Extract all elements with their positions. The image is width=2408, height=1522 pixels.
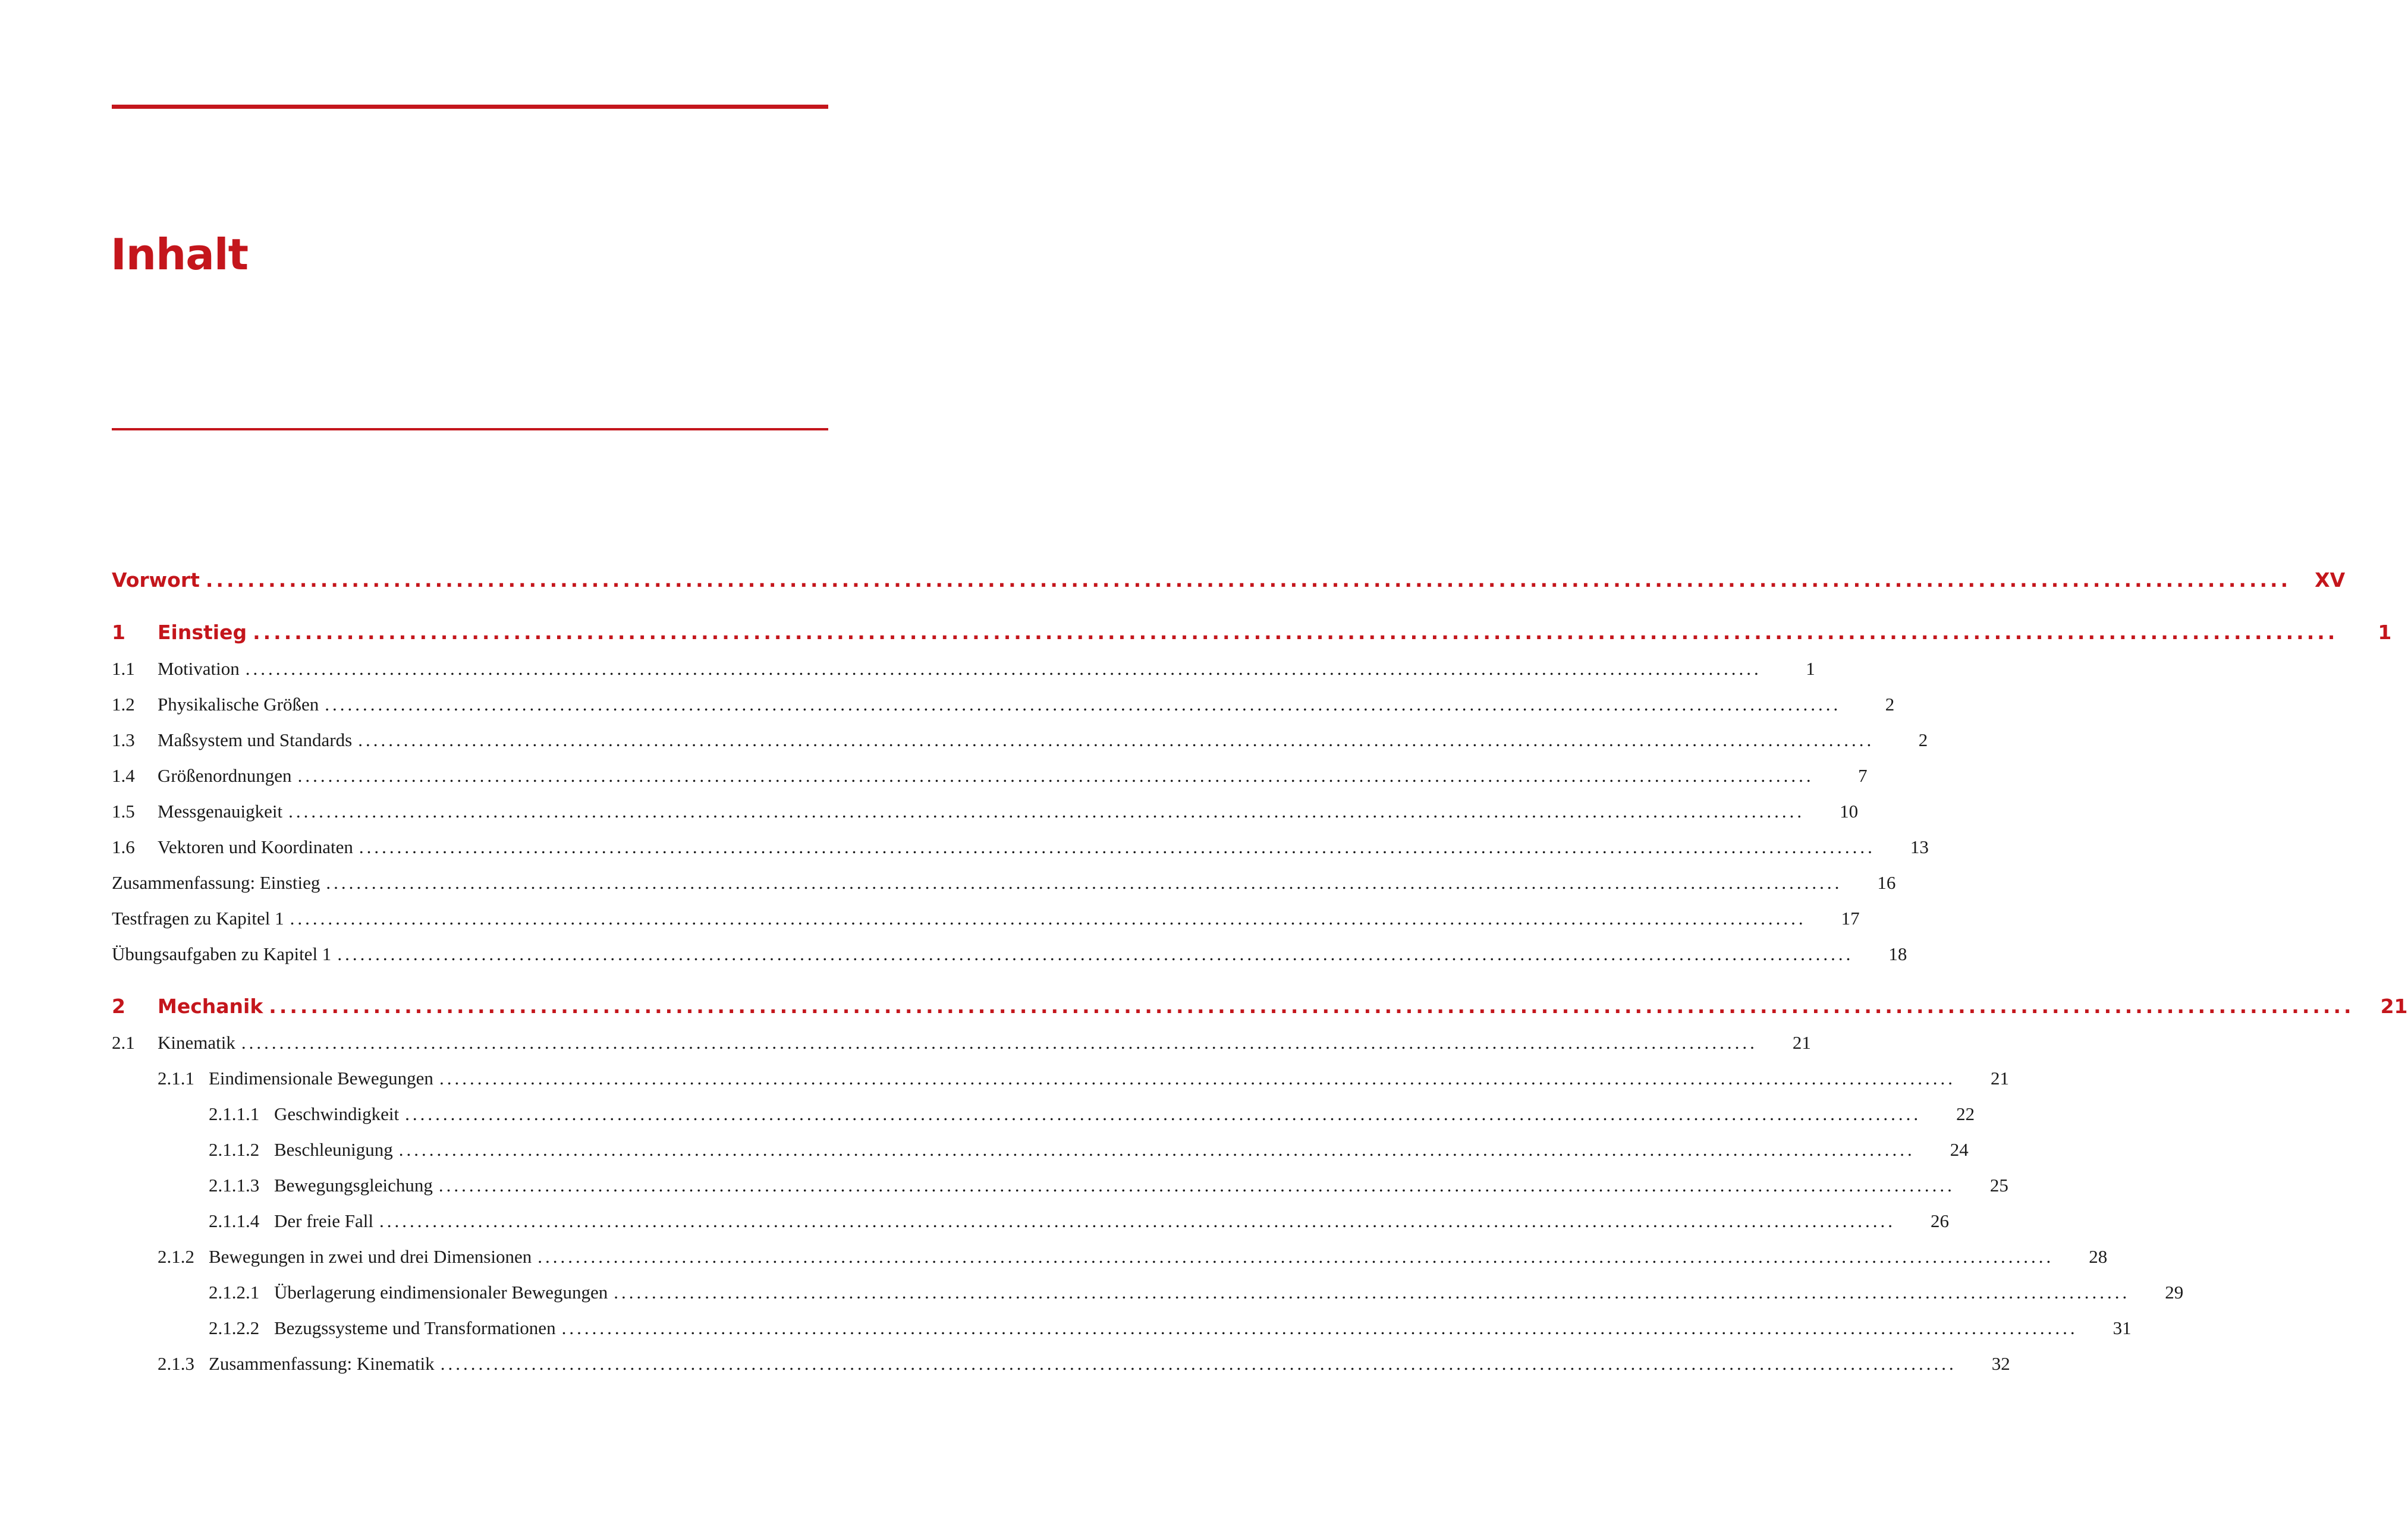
toc-entry-title: Motivation (158, 658, 240, 679)
dot-leader: ........................................................................................................................................................................................................ (398, 1139, 1915, 1160)
dot-leader: ........................................................................................................................................................................................................ (205, 568, 2291, 592)
toc-entry[interactable] (112, 1100, 1975, 1128)
toc-entry[interactable] (112, 566, 2346, 595)
toc-entry-number: 2.1.3 (158, 1353, 194, 1374)
toc-entry-title: Der freie Fall (274, 1210, 373, 1231)
toc-entry-number: 1.3 (112, 729, 135, 750)
toc-entry-page-number: 31 (2112, 1317, 2132, 1338)
toc-entry-page-number: 29 (2165, 1282, 2184, 1303)
toc-entry-page-number: 21 (1990, 1068, 2009, 1089)
toc-entry-title: Testfragen zu Kapitel 1 (112, 908, 284, 929)
toc-entry-page-number: 22 (1956, 1103, 1975, 1124)
toc-entry-number: 1.6 (112, 837, 135, 857)
page-title: Inhalt (111, 229, 248, 279)
dot-leader: ........................................................................................................................................................................................................ (439, 1068, 1956, 1089)
toc-entry[interactable] (112, 904, 1860, 933)
toc-entry-page-number: 21 (2380, 995, 2408, 1018)
toc-entry-number: 2.1.2.1 (209, 1282, 260, 1303)
toc-entry-title: Bezugssysteme und Transformationen (274, 1317, 556, 1338)
toc-entry-title: Übungsaufgaben zu Kapitel 1 (112, 944, 332, 964)
toc-entry-page-number: 2 (1885, 694, 1895, 715)
toc-entry[interactable] (112, 618, 2392, 647)
toc-entry-number: 1.1 (112, 658, 135, 679)
toc-entry-title: Zusammenfassung: Einstieg (112, 872, 320, 893)
toc-entry-title: Geschwindigkeit (274, 1103, 400, 1124)
toc-entry[interactable] (112, 1029, 1811, 1057)
dot-leader: ........................................................................................................................................................................................................ (359, 837, 1875, 857)
toc-entry-number: 1.2 (112, 694, 135, 715)
toc-entry-page-number: 16 (1877, 872, 1896, 893)
toc-entry-title: Bewegungsgleichung (274, 1175, 433, 1196)
toc-entry[interactable] (112, 797, 1859, 826)
toc-entry-title: Messgenauigkeit (158, 801, 283, 822)
toc-entry-title: Größenordnungen (158, 765, 292, 786)
toc-entry-number: 2.1.2.2 (209, 1317, 260, 1338)
toc-entry-title: Vektoren und Koordinaten (158, 837, 353, 857)
toc-entry-page-number: 32 (1991, 1353, 2010, 1374)
toc-entry[interactable] (112, 869, 1896, 897)
toc-entry[interactable] (112, 1136, 1969, 1164)
dot-leader: ........................................................................................................................................................................................................ (379, 1210, 1895, 1231)
toc-entry[interactable] (112, 1064, 2009, 1093)
toc-entry-number: 2.1.1.3 (209, 1175, 260, 1196)
toc-entry-number: 2 (112, 995, 125, 1018)
toc-entry[interactable] (112, 1350, 2010, 1378)
toc-entry-page-number: 25 (1989, 1175, 2008, 1196)
toc-entry[interactable] (112, 655, 1815, 683)
dot-leader: ........................................................................................................................................................................................................ (561, 1317, 2078, 1338)
toc-entry[interactable] (112, 940, 1907, 968)
toc-entry-page-number: XV (2315, 568, 2346, 592)
dot-leader: ........................................................................................................................................................................................................ (438, 1175, 1955, 1196)
toc-entry-page-number: 21 (1792, 1032, 1811, 1053)
dot-leader: ........................................................................................................................................................................................................ (358, 729, 1875, 750)
toc-entry-title: Überlagerung eindimensionaler Bewegungen (274, 1282, 608, 1303)
toc-entry-title: Bewegungen in zwei und drei Dimensionen (209, 1246, 532, 1267)
toc-entry-title: Eindimensionale Bewegungen (209, 1068, 433, 1089)
toc-entry-page-number: 13 (1910, 837, 1929, 857)
toc-entry[interactable] (112, 1171, 2008, 1200)
dot-leader: ........................................................................................................................................................................................................ (245, 658, 1762, 679)
dot-leader: ........................................................................................................................................................................................................ (241, 1032, 1758, 1053)
toc-entry[interactable] (112, 1278, 2184, 1307)
toc-entry-number: 1.4 (112, 765, 135, 786)
toc-entry[interactable] (112, 1243, 2108, 1271)
toc-entry-title: Einstieg (158, 621, 247, 644)
toc-entry-number: 1.5 (112, 801, 135, 822)
toc-entry-title: Mechanik (158, 995, 263, 1018)
toc-entry-page-number: 17 (1841, 908, 1860, 929)
toc-entry-page-number: 24 (1950, 1139, 1969, 1160)
toc-entry-number: 2.1.1.1 (209, 1103, 260, 1124)
toc-entry-number: 1 (112, 621, 125, 644)
toc-entry-number: 2.1.1.4 (209, 1210, 260, 1231)
dot-leader: ........................................................................................................................................................................................................ (290, 908, 1806, 929)
dot-leader: ........................................................................................................................................................................................................ (537, 1246, 2054, 1267)
toc-entry-page-number: 7 (1858, 765, 1868, 786)
toc-entry-title: Maßsystem und Standards (158, 729, 353, 750)
toc-entry[interactable] (112, 992, 2408, 1021)
toc-entry-page-number: 10 (1840, 801, 1859, 822)
dot-leader: ........................................................................................................................................................................................................ (269, 995, 2354, 1018)
toc-entry-number: 2.1 (112, 1032, 135, 1053)
toc-entry-page-number: 1 (1806, 658, 1815, 679)
toc-entry-title: Beschleunigung (274, 1139, 393, 1160)
toc-entry-page-number: 2 (1918, 729, 1928, 750)
dot-leader: ........................................................................................................................................................................................................ (253, 621, 2338, 644)
toc-entry[interactable] (112, 762, 1868, 790)
toc-entry-page-number: 1 (2378, 621, 2392, 644)
toc-entry-title: Zusammenfassung: Kinematik (209, 1353, 435, 1374)
toc-entry-number: 2.1.1 (158, 1068, 194, 1089)
toc-entry[interactable] (112, 726, 1928, 754)
dot-leader: ........................................................................................................................................................................................................ (325, 694, 1841, 715)
toc-entry[interactable] (112, 1314, 2132, 1342)
dot-leader: ........................................................................................................................................................................................................ (326, 872, 1843, 893)
toc-entry[interactable] (112, 690, 1895, 719)
dot-leader: ........................................................................................................................................................................................................ (405, 1103, 1922, 1124)
toc-entry-number: 2.1.1.2 (209, 1139, 260, 1160)
toc-entry-page-number: 18 (1888, 944, 1907, 964)
dot-leader: ........................................................................................................................................................................................................ (288, 801, 1805, 822)
toc-entry-number: 2.1.2 (158, 1246, 194, 1267)
dot-leader: ........................................................................................................................................................................................................ (614, 1282, 2130, 1303)
toc-entry-title: Physikalische Größen (158, 694, 319, 715)
toc-entry-title: Kinematik (158, 1032, 235, 1053)
dot-leader: ........................................................................................................................................................................................................ (297, 765, 1814, 786)
toc-entry-title: Vorwort (112, 568, 200, 592)
toc-entry-page-number: 28 (2089, 1246, 2108, 1267)
toc-entry[interactable] (112, 833, 1929, 861)
dot-leader: ........................................................................................................................................................................................................ (337, 944, 1854, 964)
toc-entry[interactable] (112, 1207, 1949, 1235)
toc-entry-page-number: 26 (1930, 1210, 1949, 1231)
dot-leader: ........................................................................................................................................................................................................ (440, 1353, 1957, 1374)
